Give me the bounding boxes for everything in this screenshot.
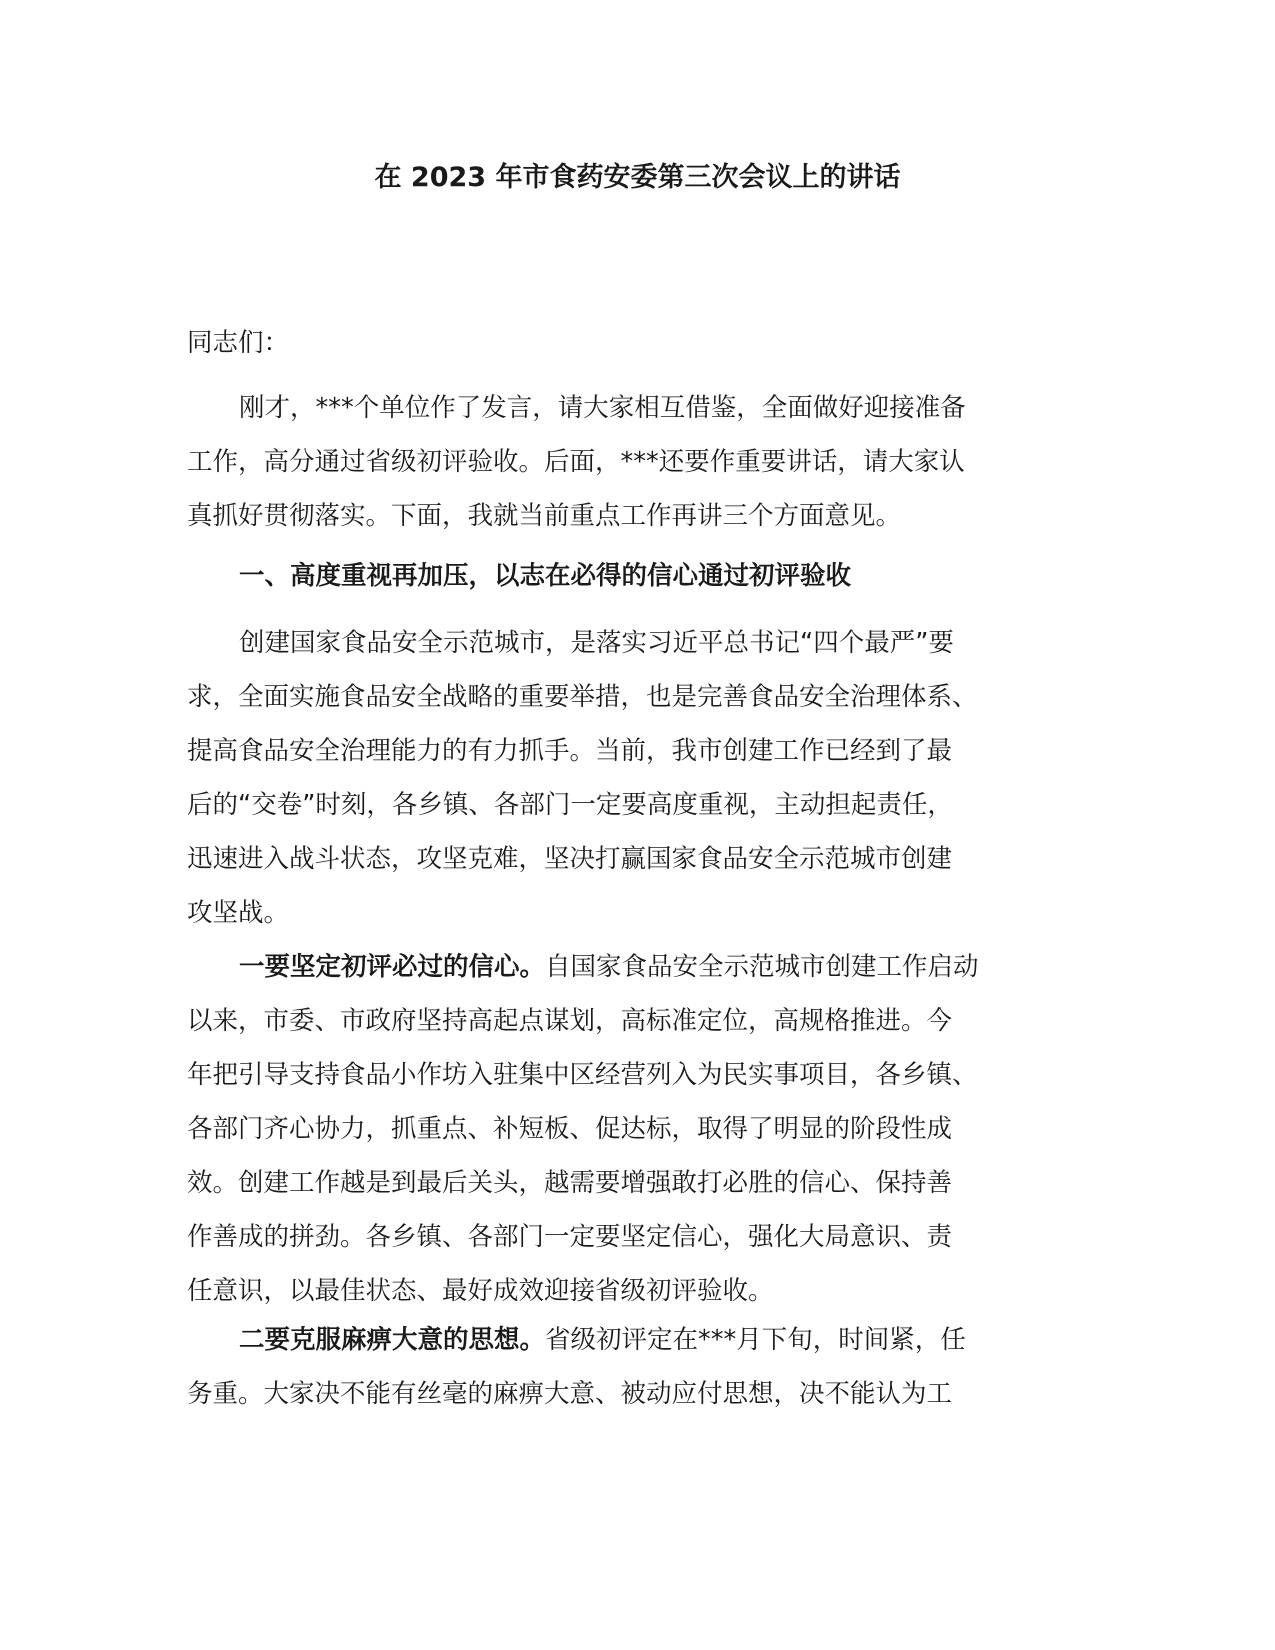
paragraph-line: 各部门齐心协力，抓重点、补短板、促达标，取得了明显的阶段性成 [187, 1114, 953, 1144]
paragraph-4 [187, 1313, 1107, 1421]
paragraph-line: 任意识，以最佳状态、最好成效迎接省级初评验收。 [187, 1276, 774, 1306]
paragraph-line: 迅速进入战斗状态，攻坚克难，坚决打赢国家食品安全示范城市创建 [187, 844, 953, 874]
paragraph-line: 后的“交卷”时刻，各乡镇、各部门一定要高度重视，主动担起责任， [187, 790, 953, 820]
paragraph-lead: 一要坚定初评必过的信心。 [239, 952, 546, 982]
section-heading-1 [187, 549, 1107, 603]
paragraph-line: 创建国家食品安全示范城市，是落实习近平总书记“四个最严”要 [239, 628, 954, 658]
paragraph-line: 工作，高分通过省级初评验收。后面，***还要作重要讲话，请大家认 [187, 447, 965, 477]
paragraph-line: 提高食品安全治理能力的有力抓手。当前，我市创建工作已经到了最 [187, 736, 953, 766]
paragraph-lead: 二要克服麻痹大意的思想。 [239, 1325, 546, 1355]
paragraph-line-text: 自国家食品安全示范城市创建工作启动 [545, 952, 979, 982]
paragraph-line: 攻坚战。 [187, 898, 290, 928]
paragraph-line: 效。创建工作越是到最后关头，越需要增强敢打必胜的信心、保持善 [187, 1168, 953, 1198]
paragraph-line [187, 940, 1107, 994]
paragraph-line: 以来，市委、市政府坚持高起点谋划，高标准定位，高规格推进。今 [187, 1006, 953, 1036]
document-title: 在 2023 年市食药安委第三次会议上的讲话 [374, 162, 901, 193]
paragraph-line-text: 省级初评定在***月下旬，时间紧，任 [545, 1325, 966, 1355]
paragraph-line: 年把引导支持食品小作坊入驻集中区经营列入为民实事项目，各乡镇、 [187, 1060, 978, 1090]
section-heading-text: 一、高度重视再加压，以志在必得的信心通过初评验收 [239, 561, 852, 591]
salutation-text: 同志们： [187, 328, 290, 358]
paragraph-3 [187, 940, 1107, 1318]
paragraph-line: 真抓好贯彻落实。下面，我就当前重点工作再讲三个方面意见。 [187, 501, 902, 531]
paragraph-2 [187, 616, 1107, 940]
paragraph-line: 刚才，***个单位作了发言，请大家相互借鉴，全面做好迎接准备 [239, 393, 966, 423]
paragraph-line: 求，全面实施食品安全战略的重要举措，也是完善食品安全治理体系、 [187, 682, 978, 712]
paragraph-1 [187, 381, 1107, 543]
paragraph-line [187, 1313, 1107, 1367]
salutation [187, 316, 1107, 370]
paragraph-line: 务重。大家决不能有丝毫的麻痹大意、被动应付思想，决不能认为工 [187, 1379, 953, 1409]
paragraph-line: 作善成的拼劲。各乡镇、各部门一定要坚定信心，强化大局意识、责 [187, 1222, 953, 1252]
